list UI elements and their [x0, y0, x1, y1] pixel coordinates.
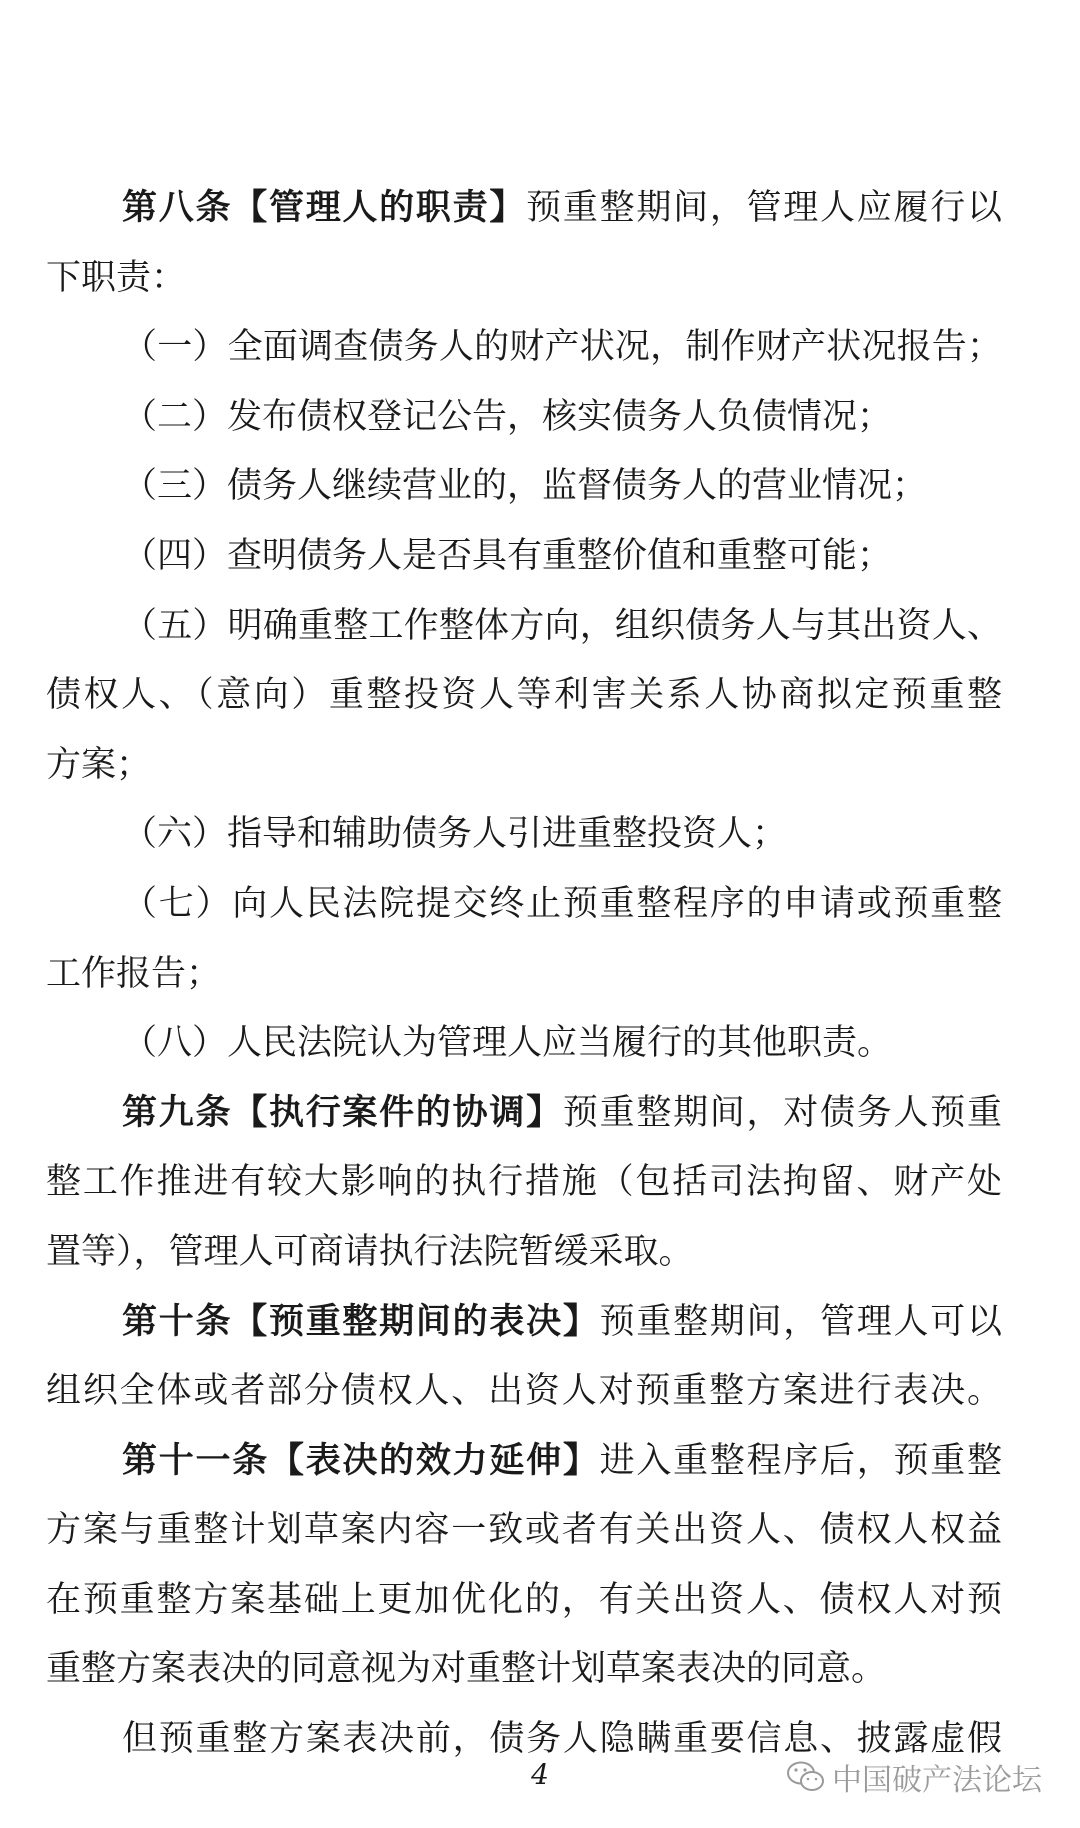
line-text: （三）债务人继续营业的，监督债务人的营业情况；: [122, 466, 928, 507]
text-line: [46, 452, 1002, 522]
text-line: [46, 731, 1002, 801]
text-line: [46, 940, 1002, 1010]
line-text: 重整方案表决的同意视为对重整计划草案表决的同意。: [46, 1649, 887, 1690]
line-text: 组织全体或者部分债权人、出资人对预重整方案进行表决。: [46, 1371, 1002, 1412]
line-text: 预重整期间，管理人可以: [599, 1301, 1002, 1342]
text-line: [46, 1218, 1002, 1288]
line-text: （六）指导和辅助债务人引进重整投资人；: [122, 814, 788, 855]
line-text: 在预重整方案基础上更加优化的，有关出资人、债权人对预: [46, 1579, 1002, 1620]
line-text: （二）发布债权登记公告，核实债务人负债情况；: [122, 396, 893, 437]
line-text: 预重整期间，对债务人预重: [562, 1092, 1002, 1133]
text-line: [46, 1566, 1002, 1636]
text-line: [46, 1079, 1002, 1149]
line-text: 但预重整方案表决前，债务人隐瞒重要信息、披露虚假: [122, 1719, 1002, 1760]
text-line: [46, 1357, 1002, 1427]
line-text: 置等），管理人可商请执行法院暂缓采取。: [46, 1231, 694, 1272]
text-line: [46, 1635, 1002, 1705]
line-text: （四）查明债务人是否具有重整价值和重整可能；: [122, 535, 893, 576]
text-line: [46, 244, 1002, 314]
text-line: [46, 174, 1002, 244]
document-body: [46, 174, 1002, 1775]
text-line: [46, 1148, 1002, 1218]
line-text: 债权人、（意向）重整投资人等利害关系人协商拟定预重整: [46, 675, 1002, 716]
text-line: [46, 1288, 1002, 1358]
text-line: [46, 592, 1002, 662]
line-text: 方案与重整计划草案内容一致或者有关出资人、债权人权益: [46, 1510, 1002, 1551]
text-line: [46, 1009, 1002, 1079]
line-text: 下职责：: [46, 257, 187, 298]
article-heading: 第九条【执行案件的协调】: [122, 1092, 563, 1133]
watermark-text: 中国破产法论坛: [832, 1763, 1042, 1798]
page-number: 4: [531, 1758, 549, 1791]
line-text: （七）向人民法院提交终止预重整程序的申请或预重整: [122, 883, 1002, 924]
line-text: 整工作推进有较大影响的执行措施（包括司法拘留、财产处: [46, 1162, 1002, 1203]
wechat-icon: [786, 1760, 826, 1794]
line-text: （五）明确重整工作整体方向，组织债务人与其出资人、: [122, 605, 1002, 646]
article-heading: 第十条【预重整期间的表决】: [122, 1301, 600, 1342]
article-heading: 第十一条【表决的效力延伸】: [122, 1440, 600, 1481]
line-text: 进入重整程序后，预重整: [599, 1440, 1002, 1481]
text-line: [46, 522, 1002, 592]
line-text: （一）全面调查债务人的财产状况，制作财产状况报告；: [122, 327, 1002, 368]
text-line: [46, 1427, 1002, 1497]
line-text: （八）人民法院认为管理人应当履行的其他职责。: [122, 1023, 893, 1064]
line-text: 预重整期间，管理人应履行以: [526, 188, 1002, 228]
line-text: 工作报告；: [46, 953, 222, 994]
line-text: 方案；: [46, 744, 152, 785]
article-heading: 第八条【管理人的职责】: [122, 188, 527, 228]
text-line: [46, 661, 1002, 731]
text-line: [46, 870, 1002, 940]
text-line: [46, 800, 1002, 870]
text-line: [46, 1496, 1002, 1566]
text-line: [46, 313, 1002, 383]
text-line: [46, 383, 1002, 453]
watermark: [786, 1755, 1042, 1799]
